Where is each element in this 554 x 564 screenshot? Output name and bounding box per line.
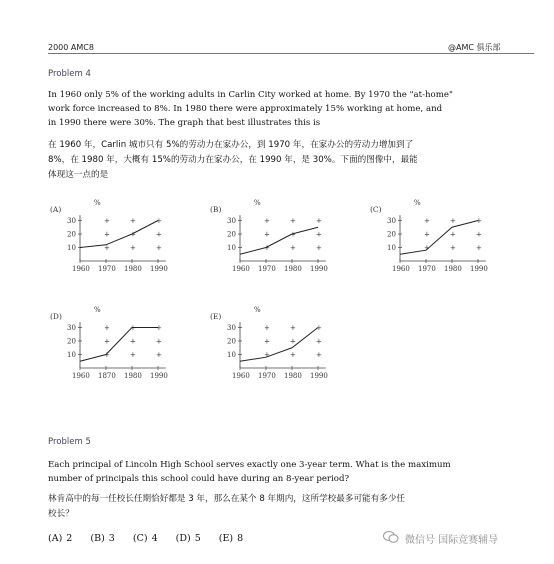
grid-cross: +: [290, 217, 296, 225]
x-tick-label: 1980: [284, 372, 302, 380]
y-tick-label: 10: [227, 244, 236, 252]
x-tick-label: 1960: [232, 372, 250, 380]
graph-b-svg: [210, 198, 340, 283]
y-unit-label: %: [94, 199, 101, 207]
grid-cross: +: [156, 351, 162, 359]
header-divider: [48, 53, 534, 54]
choice-c: (C) 4: [132, 533, 158, 544]
grid-cross: +: [130, 351, 136, 359]
grid-cross: +: [264, 244, 270, 252]
choice-e: (E) 8: [218, 533, 244, 544]
y-tick-label: 20: [387, 230, 396, 239]
grid-cross: +: [290, 351, 296, 359]
x-tick-label: 1990: [470, 265, 488, 273]
y-unit-label: %: [254, 199, 261, 207]
graph-label: (A): [50, 205, 62, 214]
grid-cross: +: [290, 230, 296, 239]
y-tick-label: 30: [67, 324, 76, 332]
grid-cross: +: [450, 230, 456, 239]
x-tick-label: 1970: [418, 265, 436, 273]
grid-cross: +: [156, 230, 162, 239]
graph-option-b: [210, 198, 340, 283]
y-tick-label: 10: [67, 351, 76, 359]
watermark-text: 微信号 国际竞赛辅导: [405, 535, 499, 546]
data-line: [400, 221, 478, 255]
grid-cross: +: [290, 244, 296, 252]
grid-cross: +: [104, 244, 110, 252]
graph-option-e: [210, 305, 340, 390]
grid-cross: +: [104, 337, 110, 346]
grid-cross: +: [156, 217, 162, 225]
grid-cross: +: [130, 337, 136, 346]
x-tick-label: 1990: [310, 372, 328, 380]
y-tick-label: 10: [227, 351, 236, 359]
graph-option-d: [50, 305, 180, 390]
choice-d: (D) 5: [175, 533, 201, 544]
grid-cross: +: [450, 244, 456, 252]
y-tick-label: 30: [387, 217, 396, 225]
grid-cross: +: [450, 217, 456, 225]
wechat-icon: [383, 530, 399, 544]
y-unit-label: %: [94, 306, 101, 314]
grid-cross: +: [424, 217, 430, 225]
graph-label: (E): [210, 312, 222, 321]
x-tick-label: 1990: [150, 372, 168, 380]
graph-label: (C): [370, 205, 382, 214]
grid-cross: +: [156, 337, 162, 346]
header-right: @AMC 俱乐部: [448, 43, 501, 52]
x-tick-label: 1870: [98, 372, 116, 380]
grid-cross: +: [316, 351, 322, 359]
grid-cross: +: [104, 230, 110, 239]
grid-cross: +: [316, 244, 322, 252]
x-tick-label: 1970: [258, 265, 276, 273]
grid-cross: +: [476, 230, 482, 239]
y-unit-label: %: [414, 199, 421, 207]
answer-choices: [48, 533, 257, 544]
graph-c-svg: [370, 198, 500, 283]
grid-cross: +: [104, 324, 110, 332]
grid-cross: +: [264, 324, 270, 332]
grid-cross: +: [264, 337, 270, 346]
y-tick-label: 30: [227, 324, 236, 332]
y-tick-label: 20: [67, 337, 76, 346]
problem4-text-line-1: In 1960 only 5% of the working adults in Carlin City worked at home. By 1970 the "at-home": [48, 90, 453, 100]
x-tick-label: 1980: [444, 265, 462, 273]
grid-cross: +: [316, 230, 322, 239]
problem5-text-line-2: number of principals this school could have during an 8-year period?: [48, 474, 350, 484]
grid-cross: +: [424, 230, 430, 239]
grid-cross: +: [130, 230, 136, 239]
grid-cross: +: [316, 324, 322, 332]
data-line: [240, 328, 318, 362]
problem4-text-line-3: in 1990 there were 30%. The graph that best illustrates this is: [48, 118, 321, 128]
problem4-zh-line-2: 8%，在 1980 年，大概有 15%的劳动力在家办公，在 1990 年，是 30%。下面的图像中，最能: [48, 155, 418, 165]
problem5-zh-line-1: 林肯高中的每一任校长任期恰好都是 3 年，那么在某个 8 年期内，这所学校最多可能有多少任: [48, 494, 406, 504]
grid-cross: +: [476, 217, 482, 225]
grid-cross: +: [156, 324, 162, 332]
header-left: 2000 AMC8: [48, 43, 94, 52]
y-tick-label: 30: [67, 217, 76, 225]
grid-cross: +: [290, 324, 296, 332]
graph-label: (D): [50, 312, 62, 321]
problem5-title: Problem 5: [48, 437, 91, 447]
graph-d-svg: [50, 305, 180, 390]
grid-cross: +: [476, 244, 482, 252]
x-tick-label: 1980: [124, 265, 142, 273]
problem4-text-line-2: work force increased to 8%. In 1980 there were approximately 15% working at home, and: [48, 104, 443, 114]
graph-a-svg: [50, 198, 180, 283]
x-tick-label: 1980: [124, 372, 142, 380]
y-tick-label: 30: [227, 217, 236, 225]
grid-cross: +: [104, 351, 110, 359]
problem5-text-line-1: Each principal of Lincoln High School serves exactly one 3-year term. What is the maximum: [48, 460, 451, 470]
grid-cross: +: [264, 351, 270, 359]
y-tick-label: 10: [67, 244, 76, 252]
x-tick-label: 1990: [150, 265, 168, 273]
graph-label: (B): [210, 205, 222, 214]
x-tick-label: 1990: [310, 265, 328, 273]
y-tick-label: 10: [387, 244, 396, 252]
grid-cross: +: [316, 217, 322, 225]
choice-b: (B) 3: [90, 533, 115, 544]
data-line: [80, 328, 158, 362]
y-tick-label: 20: [67, 230, 76, 239]
grid-cross: +: [130, 324, 136, 332]
y-tick-label: 20: [227, 230, 236, 239]
data-line: [240, 227, 318, 254]
problem4-zh-line-3: 体现这一点的是: [48, 170, 109, 180]
grid-cross: +: [264, 230, 270, 239]
y-unit-label: %: [254, 306, 261, 314]
x-tick-label: 1960: [72, 372, 90, 380]
x-tick-label: 1960: [232, 265, 250, 273]
grid-cross: +: [130, 217, 136, 225]
graph-option-a: [50, 198, 180, 283]
grid-cross: +: [104, 217, 110, 225]
graph-option-c: [370, 198, 500, 283]
x-tick-label: 1970: [258, 372, 276, 380]
problem4-title: Problem 4: [48, 69, 91, 79]
grid-cross: +: [156, 244, 162, 252]
grid-cross: +: [316, 337, 322, 346]
x-tick-label: 1960: [392, 265, 410, 273]
choice-a: (A) 2: [48, 533, 73, 544]
problem4-zh-line-1: 在 1960 年，Carlin 城市只有 5%的劳动力在家办公，到 1970 年，在家办公的劳动力增加到了: [48, 140, 414, 150]
x-tick-label: 1980: [284, 265, 302, 273]
grid-cross: +: [290, 337, 296, 346]
y-tick-label: 20: [227, 337, 236, 346]
grid-cross: +: [264, 217, 270, 225]
grid-cross: +: [424, 244, 430, 252]
data-line: [80, 221, 158, 248]
x-tick-label: 1970: [98, 265, 116, 273]
x-tick-label: 1960: [72, 265, 90, 273]
problem5-zh-line-2: 校长？: [48, 509, 74, 519]
graph-e-svg: [210, 305, 340, 390]
grid-cross: +: [130, 244, 136, 252]
